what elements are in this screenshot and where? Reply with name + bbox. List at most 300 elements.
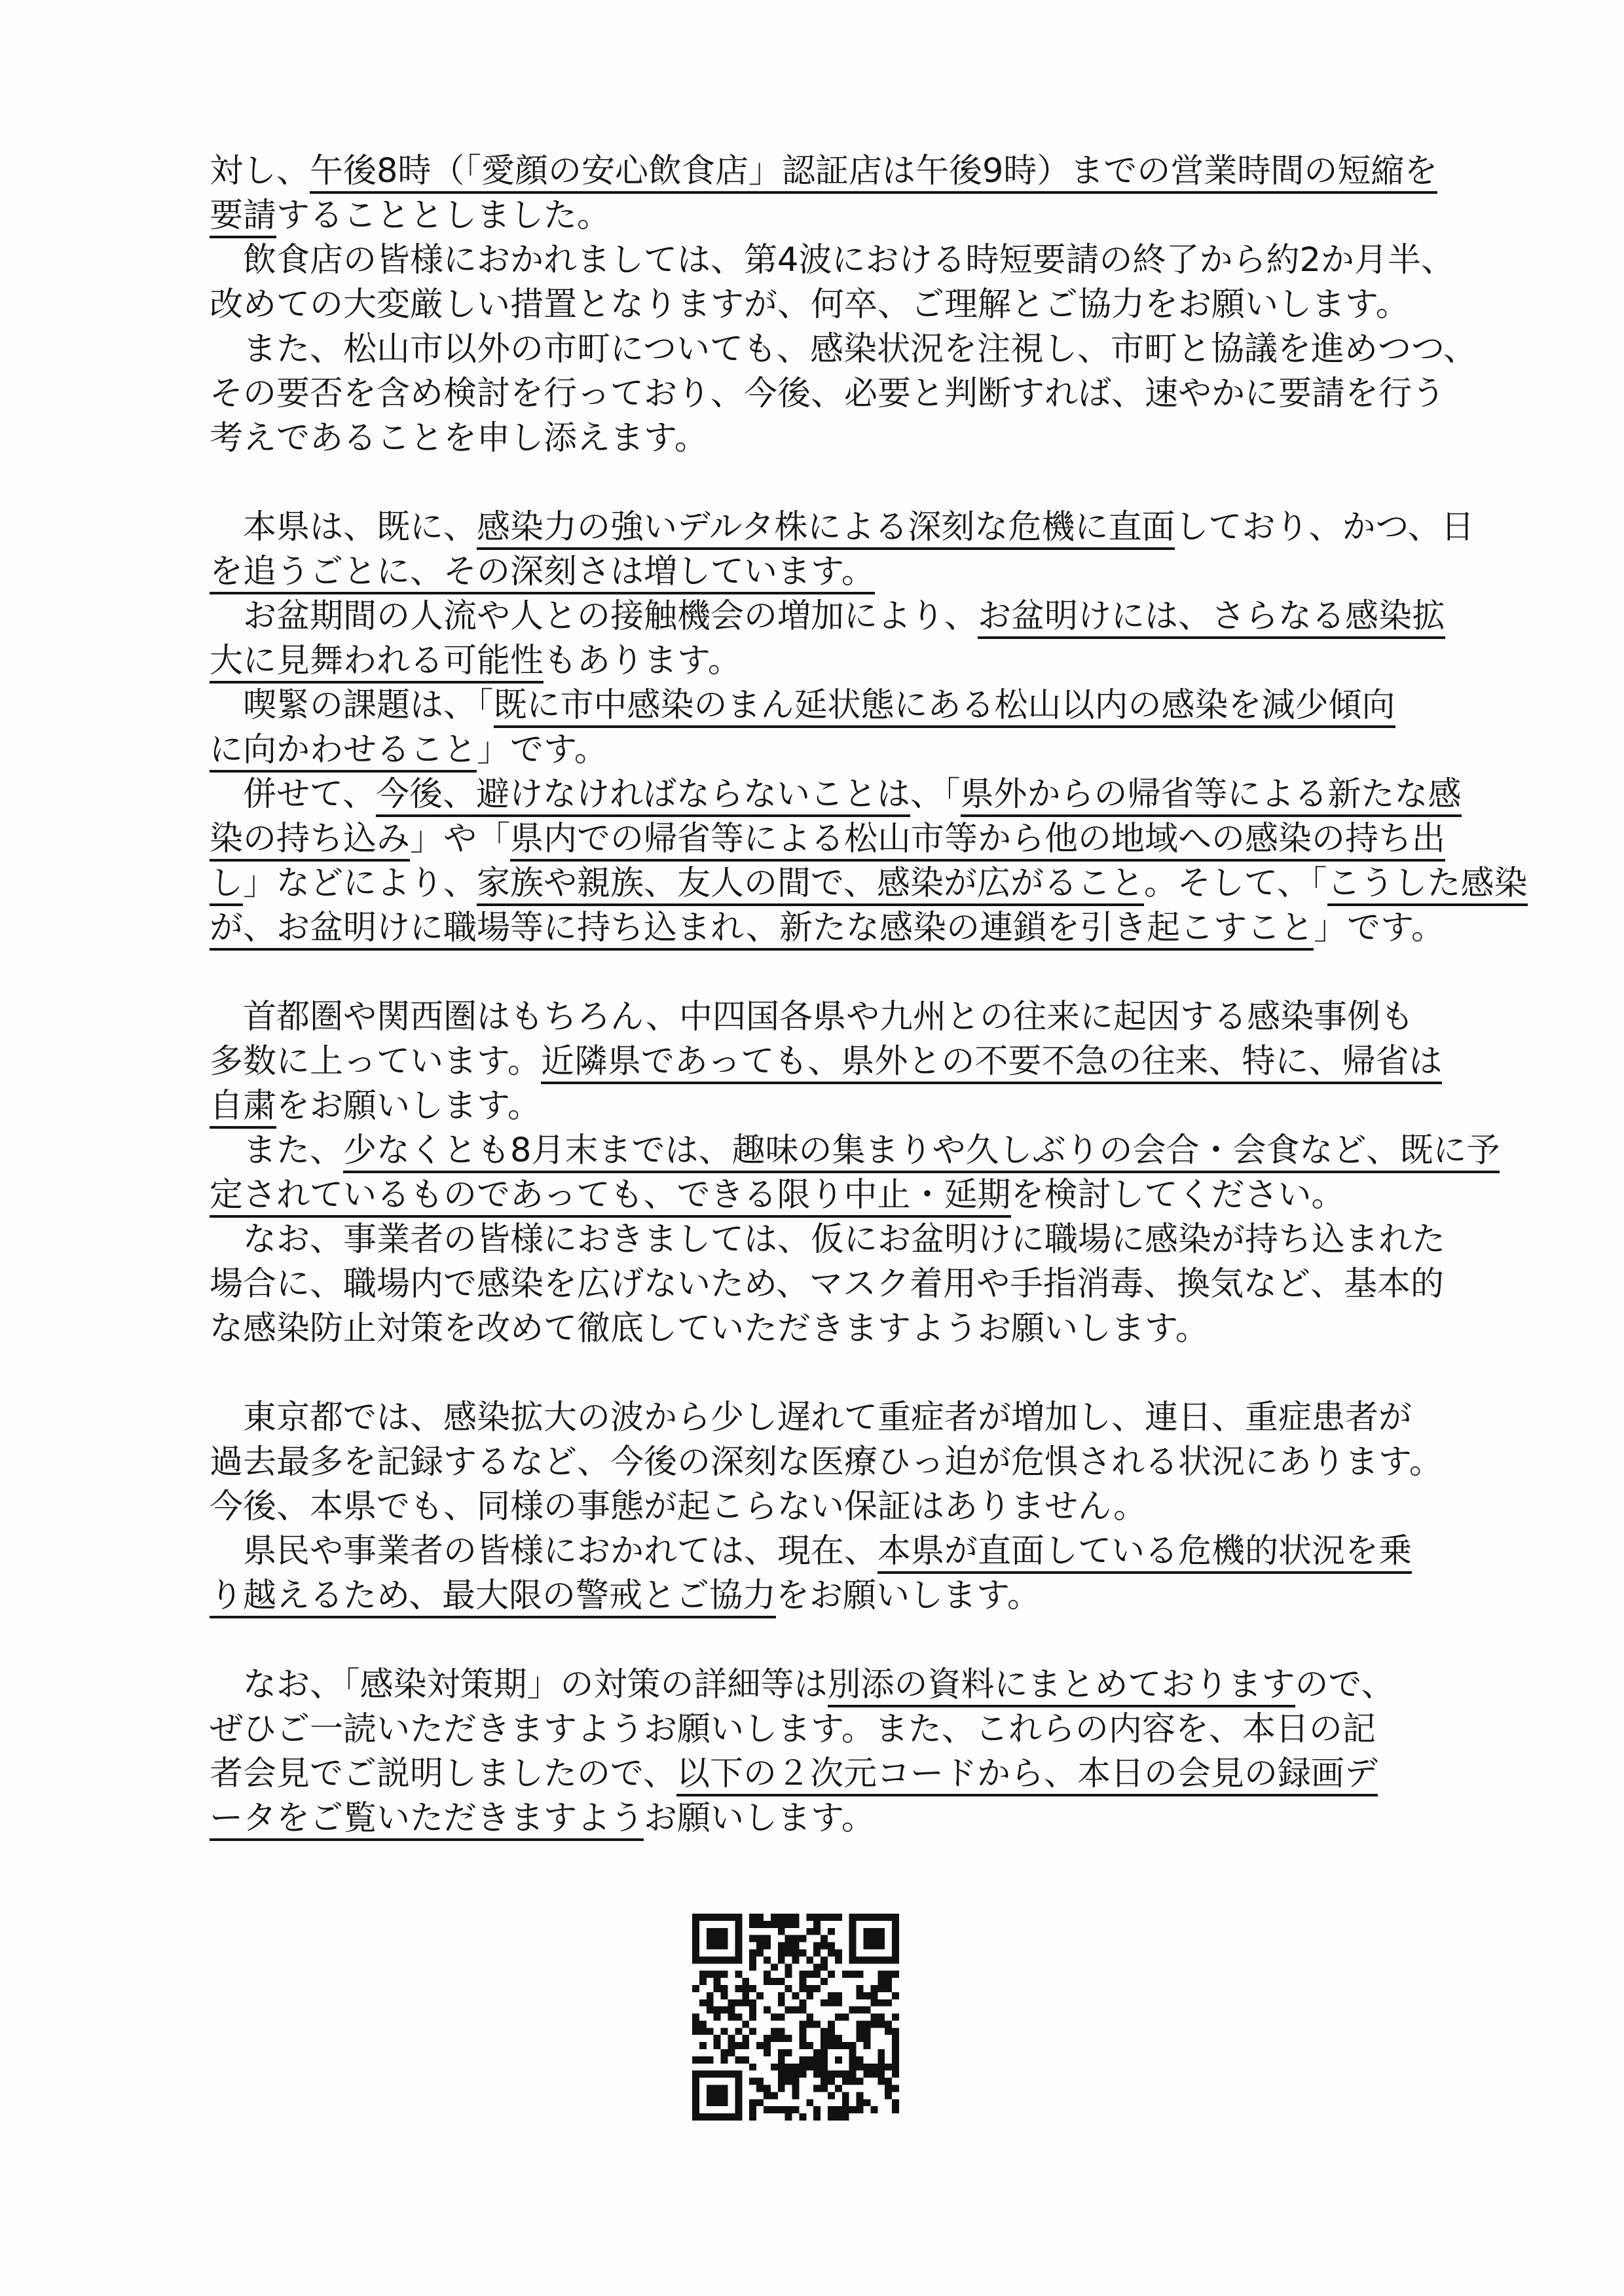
qr-module [764,1921,771,1928]
qr-module [849,1942,857,1950]
qr-module [742,1978,749,1985]
qr-module [792,1935,800,1942]
qr-module [821,1963,828,1971]
text-segment: ので、 [1295,1666,1395,1704]
qr-module [842,2071,849,2078]
qr-module [870,1999,877,2007]
text-line [210,817,1446,862]
qr-module [877,1978,885,1985]
qr-module [692,2028,699,2035]
text-line [210,862,1528,906]
qr-module [813,2071,821,2078]
text-segment: 今後、本県でも、同様の事態が起こらない保証はありません。 [210,1487,1147,1526]
qr-module [785,2064,792,2071]
qr-module [692,1949,699,1956]
text-segment: お願いします。 [644,1799,875,1838]
text-segment: 飲食店の皆様におかれましては、第4波における時短要請の終了から約2か月半、 [210,241,1454,280]
underlined-text: 既に市中感染のまん延状態にある松山以内の感染を減少傾向 [494,686,1395,728]
qr-module [857,2020,864,2028]
qr-module [778,2049,785,2056]
text-segment: もあります。 [544,642,741,680]
qr-module [835,2113,842,2121]
qr-module [885,2028,892,2035]
qr-module [828,2042,835,2049]
qr-module [828,2028,835,2035]
qr-module [799,2071,806,2078]
qr-module [842,2113,849,2121]
text-segment: お盆期間の人流や人との接触機会の増加により、 [210,597,978,636]
qr-module [728,2049,735,2056]
text-segment: 東京都では、感染拡大の波から少し遅れて重症者が増加し、連日、重症患者が [210,1398,1412,1437]
qr-module [813,1963,821,1971]
qr-module [806,1971,813,1978]
qr-module [877,1928,885,1935]
qr-module [778,2085,785,2092]
qr-module [864,1992,871,1999]
qr-module [749,2106,756,2113]
qr-module [813,2064,821,2071]
text-segment: 首都圏や関西圏はもちろん、中四国各県や九州との往来に起因する感染事例も [210,998,1414,1036]
text-segment: 、「 [910,775,961,814]
qr-module [799,2064,806,2071]
underlined-text: お盆明けには、さらなる感染拡 [978,597,1445,639]
qr-module [721,2071,728,2078]
qr-module [892,2071,899,2078]
qr-module [892,2028,899,2035]
qr-module [742,2056,749,2064]
qr-module [692,2014,699,2021]
text-segment: 喫緊の課題は、「 [210,686,494,725]
qr-module [714,1928,721,1935]
qr-module [699,1971,707,1978]
qr-module [870,2071,877,2078]
qr-module [864,2028,871,2035]
text-segment: また、松山市以外の市町についても、感染状況を注視し、市町と協議を進めつつ、 [210,330,1477,369]
qr-module [692,1928,699,1935]
qr-module [806,2042,813,2049]
qr-module [857,2064,864,2071]
qr-module [771,2064,778,2071]
text-line [210,594,1446,639]
qr-module [721,1971,728,1978]
qr-module [864,1935,871,1942]
qr-module [778,2028,785,2035]
qr-module [835,2106,842,2113]
qr-module [885,1956,892,1963]
qr-module [699,2113,707,2121]
qr-module [849,2056,857,2064]
text-line [210,1707,1441,1752]
qr-module [699,2056,707,2064]
qr-module [849,2078,857,2085]
paragraph [210,1663,1441,1841]
qr-module [885,2078,892,2085]
qr-module [714,1914,721,1921]
qr-module [799,1985,806,1992]
qr-module [799,2007,806,2014]
qr-module [756,1992,764,1999]
qr-module [742,1985,749,1992]
qr-module [742,2020,749,2028]
qr-module [699,2071,707,2078]
qr-module [792,2078,800,2085]
qr-module [835,1956,842,1963]
qr-module [842,2042,849,2049]
qr-module [806,1956,813,1963]
qr-module [857,2028,864,2035]
qr-module [742,2042,749,2049]
qr-module [792,1949,800,1956]
qr-module [728,1956,735,1963]
text-segment: することとしました。 [276,196,611,235]
qr-module [728,1914,735,1921]
qr-module [821,2042,828,2049]
underlined-text: 近隣県であっても、県外との不要不急の往来、特に、帰省は [541,1042,1443,1084]
qr-module [721,1928,728,1935]
qr-module [835,2042,842,2049]
qr-module [728,2007,735,2014]
qr-module [735,2113,742,2121]
qr-module [813,2020,821,2028]
qr-module [735,1971,742,1978]
qr-module [778,2078,785,2085]
text-segment: ぜひご一読いただきますようお願いします。また、これらの内容を、本日の記 [210,1710,1376,1749]
qr-module [885,2085,892,2092]
qr-module [821,1914,828,1921]
qr-module [885,1971,892,1978]
qr-module [842,2092,849,2099]
qr-module [721,2113,728,2121]
text-line [210,1752,1441,1796]
qr-module [864,2020,871,2028]
qr-module [785,1985,792,1992]
text-line [210,1796,1441,1841]
qr-module [813,1914,821,1921]
qr-module [707,2028,714,2035]
text-segment: 多数に上っています。 [210,1042,541,1081]
qr-module [735,1928,742,1935]
qr-module [756,1921,764,1928]
qr-module [821,2028,828,2035]
qr-module [735,1999,742,2007]
qr-module [714,2092,721,2099]
qr-module [877,2056,885,2064]
qr-module [714,2113,721,2121]
qr-module [771,1921,778,1928]
text-segment: 過去最多を記録するなど、今後の深刻な医療ひっ迫が危惧される状況にあります。 [210,1443,1443,1482]
qr-code-icon[interactable] [692,1914,899,2121]
qr-module [799,1971,806,1978]
qr-module [778,2056,785,2064]
text-segment: 」です。 [477,731,608,769]
qr-module [749,1999,756,2007]
qr-module [892,1992,899,1999]
text-segment: しており、かつ、日 [1175,508,1475,547]
text-line [210,1485,1441,1529]
underlined-text: 家族や親族、友人の間で、感染が広がること [477,864,1144,906]
qr-module [857,2092,864,2099]
underlined-text: 自粛 [210,1087,276,1129]
qr-module [756,2099,764,2106]
qr-module [721,1992,728,1999]
qr-module [728,2071,735,2078]
qr-module [742,1999,749,2007]
qr-module [821,1935,828,1942]
text-segment: また、 [210,1131,344,1170]
underlined-text: が、お盆明けに職場等に持ち込まれ、新たな感染の連鎖を引き起こすこと [210,909,1314,951]
qr-module [778,1999,785,2007]
qr-module [771,1978,778,1985]
qr-module [735,2042,742,2049]
qr-module [792,2007,800,2014]
qr-module [692,2071,699,2078]
qr-module [749,1963,756,1971]
qr-module [828,1942,835,1950]
underlined-text: 県外からの帰省等による新たな感 [961,775,1462,817]
qr-module [857,2099,864,2106]
qr-module [785,2078,792,2085]
qr-module [806,2014,813,2021]
qr-module [735,2078,742,2085]
qr-module [877,1956,885,1963]
qr-module [707,2092,714,2099]
qr-module [821,1999,828,2007]
qr-module [756,2085,764,2092]
text-segment: 本県は、既に、 [210,508,477,547]
qr-module [792,1921,800,1928]
qr-module [728,1999,735,2007]
qr-module [692,1956,699,1963]
qr-module [813,1928,821,1935]
qr-module [721,2056,728,2064]
qr-module [721,1914,728,1921]
qr-module [821,2049,828,2056]
qr-module [714,2071,721,2078]
underlined-text: 以下の２次元コードから、本日の会見の録画デ [676,1755,1378,1796]
qr-module [756,2078,764,2085]
qr-module [742,1992,749,1999]
qr-module [864,2064,871,2071]
text-line [210,550,1441,594]
qr-module [828,2092,835,2099]
qr-module [877,2064,885,2071]
qr-module [785,1971,792,1978]
qr-module [828,1949,835,1956]
qr-module [735,1942,742,1950]
text-line [210,639,1441,683]
qr-module [835,1999,842,2007]
qr-module [699,1978,707,1985]
qr-module [813,1985,821,1992]
text-line [210,1129,1500,1173]
qr-module [864,1914,871,1921]
paragraph-gap [210,951,1441,995]
qr-module [849,2042,857,2049]
qr-module [835,2035,842,2042]
qr-module [792,1942,800,1950]
qr-module [721,2049,728,2056]
text-segment: なお、「感染対策期」の対策の詳細等は [210,1666,828,1704]
qr-module [735,1949,742,1956]
qr-module [735,1921,742,1928]
qr-module [692,1935,699,1942]
qr-module [735,2071,742,2078]
qr-module [864,2035,871,2042]
qr-module [835,1949,842,1956]
qr-module [892,2014,899,2021]
qr-module [707,1914,714,1921]
qr-module [849,2049,857,2056]
qr-module [749,2014,756,2021]
qr-module [892,2099,899,2106]
qr-module [799,2056,806,2064]
qr-module [735,2014,742,2021]
underlined-text: 感染力の強いデルタ株による深刻な危機に直面 [477,508,1175,550]
qr-module [707,1942,714,1950]
paragraph [210,995,1500,1351]
qr-module [692,1914,699,1921]
qr-module [707,1992,714,1999]
qr-module [699,2042,707,2049]
qr-module [813,1942,821,1950]
text-line [210,773,1462,817]
qr-module [892,1971,899,1978]
underlined-text: 別添の資料にまとめております [828,1666,1295,1707]
qr-module [792,1992,800,1999]
qr-module [756,1914,764,1921]
qr-module [849,2106,857,2113]
qr-module [721,1942,728,1950]
qr-module [842,2078,849,2085]
qr-module [792,1956,800,1963]
qr-module [806,2056,813,2064]
qr-module [721,1956,728,1963]
qr-module [849,1956,857,1963]
qr-module [835,2071,842,2078]
underlined-text: 要請 [210,196,276,238]
qr-module [792,1914,800,1921]
text-line [210,1396,1441,1440]
qr-module [778,2035,785,2042]
qr-module [707,2113,714,2121]
text-line [210,1574,1441,1618]
qr-module [735,1956,742,1963]
qr-module [771,1963,778,1971]
qr-module [785,1949,792,1956]
qr-module [721,2099,728,2106]
qr-module [892,2035,899,2042]
qr-module [714,1956,721,1963]
qr-module [707,2071,714,2078]
qr-module [721,2028,728,2035]
qr-module [714,2014,721,2021]
text-segment: 改めての大変厳しい措置となりますが、何卒、ご理解とご協力をお願いします。 [210,285,1409,324]
qr-module [864,2099,871,2106]
qr-module [870,2106,877,2113]
qr-module [877,2049,885,2056]
qr-module [806,1914,813,1921]
qr-module [799,1935,806,1942]
qr-module [735,2106,742,2113]
qr-module [785,2049,792,2056]
text-line [210,416,1441,461]
qr-module [778,1928,785,1935]
qr-module [813,2049,821,2056]
qr-module [721,2085,728,2092]
qr-module [828,1928,835,1935]
qr-module [749,2113,756,2121]
paragraph [210,505,1528,951]
qr-module [877,2020,885,2028]
qr-module [864,2007,871,2014]
qr-module [764,1978,771,1985]
qr-module [857,1992,864,1999]
qr-module [742,2035,749,2042]
qr-module [785,1942,792,1950]
qr-module [778,2106,785,2113]
qr-module [892,1928,899,1935]
paragraph-gap [210,461,1441,505]
text-line [210,1218,1446,1262]
qr-module [778,1978,785,1985]
qr-module [707,1935,714,1942]
qr-module [806,1992,813,1999]
qr-module [835,1992,842,1999]
qr-module [771,2106,778,2113]
qr-module [699,1914,707,1921]
qr-module [877,1935,885,1942]
qr-module [721,1985,728,1992]
qr-module [892,2064,899,2071]
qr-module [870,2014,877,2021]
qr-module [692,2113,699,2121]
qr-module [885,1914,892,1921]
qr-module [785,2035,792,2042]
qr-module [828,2020,835,2028]
qr-module [892,2049,899,2056]
qr-module [692,2078,699,2085]
qr-module [692,2099,699,2106]
qr-module [828,1971,835,1978]
qr-module [692,2092,699,2099]
qr-module [821,2035,828,2042]
qr-module [835,2014,842,2021]
qr-module [849,2007,857,2014]
qr-module [721,2092,728,2099]
qr-module [885,2092,892,2099]
qr-module [799,1999,806,2007]
qr-module [749,1935,756,1942]
qr-module [857,2035,864,2042]
qr-module [877,1971,885,1978]
text-segment: その要否を含め検討を行っており、今後、必要と判断すれば、速やかに要請を行う [210,374,1446,413]
qr-module [870,1935,877,1942]
qr-module [892,1921,899,1928]
qr-module [707,1999,714,2007]
text-segment: 県民や事業者の皆様におかれては、現在、 [210,1532,878,1571]
qr-module [892,1914,899,1921]
text-line [210,1173,1441,1218]
qr-module [870,1942,877,1950]
qr-module [764,2007,771,2014]
qr-module [764,1942,771,1950]
qr-module [892,1935,899,1942]
qr-module [813,1971,821,1978]
text-segment: 者会見でご説明しましたので、 [210,1755,676,1793]
qr-module [892,2106,899,2113]
qr-module [877,2014,885,2021]
qr-module [764,2092,771,2099]
